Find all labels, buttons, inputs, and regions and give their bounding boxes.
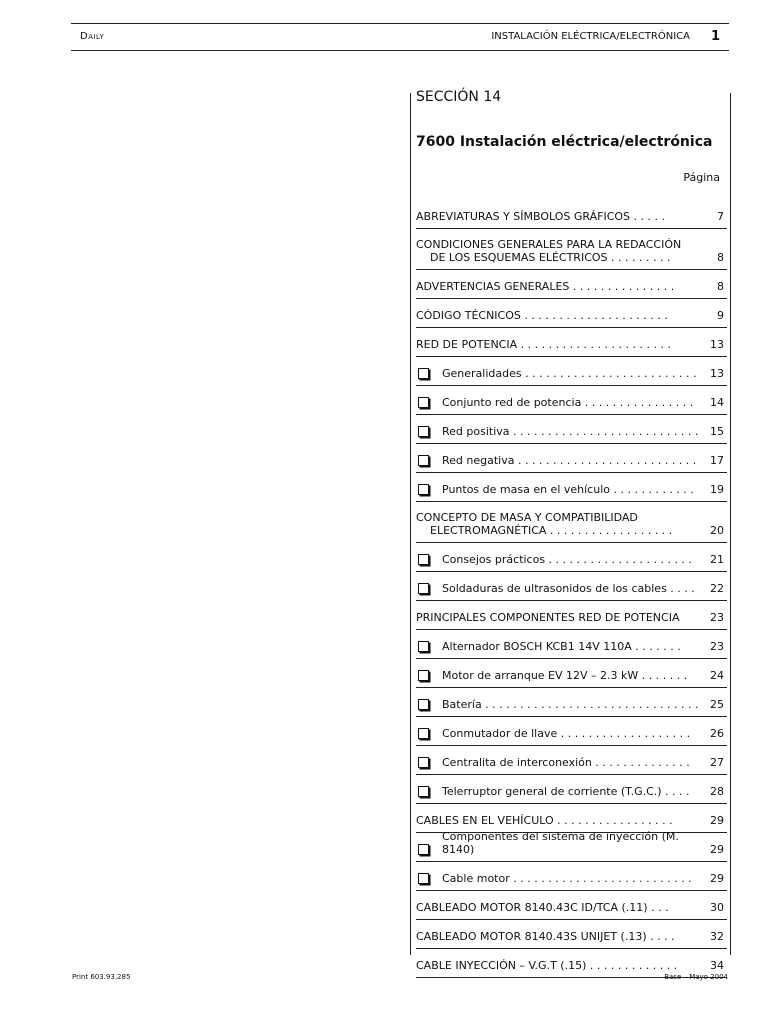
page-column-label: Página — [683, 171, 720, 184]
toc-entry[interactable] — [416, 572, 727, 601]
checkbox-icon — [418, 728, 429, 739]
toc-entry-page: 13 — [710, 338, 724, 351]
toc-entry-label: Alternador BOSCH KCB1 14V 110A . . . . . . . — [442, 640, 681, 653]
toc-entry-label: ELECTROMAGNÉTICA . . . . . . . . . . . . . . . . . . — [430, 524, 673, 537]
toc-entry-label: CABLES EN EL VEHÍCULO . . . . . . . . . . . . . . . . . — [416, 814, 673, 827]
toc-entry-label: CABLEADO MOTOR 8140.43S UNIJET (.13) . . . . — [416, 930, 675, 943]
toc-entry-label: ABREVIATURAS Y SÍMBOLOS GRÁFICOS . . . . . — [416, 210, 665, 223]
toc-entry-label: CONDICIONES GENERALES PARA LA REDACCIÓN — [416, 238, 682, 251]
checkbox-icon — [418, 670, 429, 681]
toc-entry-label: Puntos de masa en el vehículo . . . . . . . . . . . . — [442, 483, 694, 496]
toc-entry-page: 8 — [717, 280, 724, 293]
toc-entry[interactable] — [416, 830, 727, 862]
checkbox-icon — [418, 757, 429, 768]
toc-entry-label: Centralita de interconexión . . . . . . . . . . . . . . — [442, 756, 690, 769]
toc-entry[interactable] — [416, 328, 727, 357]
toc-entry[interactable] — [416, 502, 727, 543]
header-chapter-title: INSTALACIÓN ELÉCTRICA/ELECTRÓNICA — [491, 31, 690, 42]
toc-entry-page: 29 — [710, 843, 724, 856]
toc-entry-label: CONCEPTO DE MASA Y COMPATIBILIDAD — [416, 511, 638, 524]
page-number: 1 — [710, 29, 720, 44]
toc-entry[interactable] — [416, 543, 727, 572]
toc-entry-label: DE LOS ESQUEMAS ELÉCTRICOS . . . . . . . . . — [430, 251, 671, 264]
toc-entry[interactable] — [416, 775, 727, 804]
toc-entry-label: Motor de arranque EV 12V – 2.3 kW . . . . . . . — [442, 669, 688, 682]
toc-entry-page: 30 — [710, 901, 724, 914]
toc-entry[interactable] — [416, 804, 727, 833]
toc-entry[interactable] — [416, 229, 727, 270]
section-title: SECCIÓN 14 — [416, 89, 502, 105]
toc-entry-page: 27 — [710, 756, 724, 769]
toc-entry-page: 28 — [710, 785, 724, 798]
toc-entry-label: RED DE POTENCIA . . . . . . . . . . . . . . . . . . . . . . — [416, 338, 671, 351]
toc-entry-page: 22 — [710, 582, 724, 595]
footer-print-code: Print 603.93.285 — [72, 973, 131, 981]
checkbox-icon — [418, 397, 429, 408]
toc-entry[interactable] — [416, 200, 727, 229]
toc-entry[interactable] — [416, 891, 727, 920]
header-bottom-rule — [71, 50, 729, 51]
toc-entry[interactable] — [416, 299, 727, 328]
toc-entry[interactable] — [416, 473, 727, 502]
toc-entry[interactable] — [416, 357, 727, 386]
checkbox-icon — [418, 786, 429, 797]
toc-entry-page: 29 — [710, 872, 724, 885]
toc-entry-page: 21 — [710, 553, 724, 566]
toc-entry[interactable] — [416, 601, 727, 630]
footer-edition: Base – Mayo 2004 — [664, 973, 728, 981]
toc-entry-page: 19 — [710, 483, 724, 496]
toc-entry-page: 7 — [717, 210, 724, 223]
toc-entry[interactable] — [416, 386, 727, 415]
checkbox-icon — [418, 484, 429, 495]
checkbox-icon — [418, 368, 429, 379]
toc-entry[interactable] — [416, 659, 727, 688]
toc-entry-label: CABLEADO MOTOR 8140.43C ID/TCA (.11) . . . — [416, 901, 669, 914]
checkbox-icon — [418, 426, 429, 437]
checkbox-icon — [418, 455, 429, 466]
toc-entry-page: 15 — [710, 425, 724, 438]
toc-entry-label: Batería . . . . . . . . . . . . . . . . . . . . . . . . . . . . . . . — [442, 698, 699, 711]
toc-entry[interactable] — [416, 444, 727, 473]
checkbox-icon — [418, 554, 429, 565]
toc-entry-page: 26 — [710, 727, 724, 740]
toc-entry[interactable] — [416, 415, 727, 444]
toc-entry-page: 24 — [710, 669, 724, 682]
left-margin-bar — [410, 93, 411, 955]
toc-entry-label: ADVERTENCIAS GENERALES . . . . . . . . . . . . . . . — [416, 280, 675, 293]
toc-entry-page: 32 — [710, 930, 724, 943]
toc-entry-page: 13 — [710, 367, 724, 380]
toc-entry[interactable] — [416, 920, 727, 949]
subsection-title: 7600 Instalación eléctrica/electrónica — [416, 134, 713, 150]
checkbox-icon — [418, 641, 429, 652]
checkbox-icon — [418, 844, 429, 855]
right-margin-bar — [730, 93, 731, 955]
toc-entry-label: Soldaduras de ultrasonidos de los cables . . . . — [442, 582, 695, 595]
toc-entry-page: 29 — [710, 814, 724, 827]
toc-entry-label: Componentes del sistema de inyección (M. 8140) — [442, 830, 679, 856]
toc-entry[interactable] — [416, 270, 727, 299]
toc-entry[interactable] — [416, 630, 727, 659]
toc-entry-page: 9 — [717, 309, 724, 322]
toc-entry-label: CÓDIGO TÉCNICOS . . . . . . . . . . . . . . . . . . . . . — [416, 309, 668, 322]
toc-entry-label: Consejos prácticos . . . . . . . . . . . . . . . . . . . . . — [442, 553, 692, 566]
toc-entry-label: Red negativa . . . . . . . . . . . . . . . . . . . . . . . . . . — [442, 454, 697, 467]
checkbox-icon — [418, 873, 429, 884]
toc-entry-page: 14 — [710, 396, 724, 409]
toc-entry-label: CABLE INYECCIÓN – V.G.T (.15) . . . . . . . . . . . . . — [416, 959, 678, 972]
toc-entry-label: Cable motor . . . . . . . . . . . . . . . . . . . . . . . . . . — [442, 872, 692, 885]
checkbox-icon — [418, 583, 429, 594]
toc-entry-page: 20 — [710, 524, 724, 537]
toc-entry[interactable] — [416, 746, 727, 775]
toc-entry-page: 8 — [717, 251, 724, 264]
toc-entry-page: 34 — [710, 959, 724, 972]
toc-entry-label: Conmutador de llave . . . . . . . . . . . . . . . . . . . — [442, 727, 691, 740]
header-top-rule — [71, 23, 729, 24]
toc-entry[interactable] — [416, 862, 727, 891]
toc-entry-page: 25 — [710, 698, 724, 711]
toc-entry[interactable] — [416, 717, 727, 746]
toc-entry[interactable] — [416, 688, 727, 717]
toc-entry-label: Telerruptor general de corriente (T.G.C.) . . . . — [442, 785, 690, 798]
toc-entry-label: Red positiva . . . . . . . . . . . . . . . . . . . . . . . . . . . — [442, 425, 699, 438]
table-of-contents — [416, 200, 727, 978]
toc-entry-page: 23 — [710, 640, 724, 653]
toc-entry-page: 17 — [710, 454, 724, 467]
toc-entry-label: PRINCIPALES COMPONENTES RED DE POTENCIA — [416, 611, 680, 624]
toc-entry-label: Generalidades . . . . . . . . . . . . . . . . . . . . . . . . . — [442, 367, 697, 380]
toc-entry-page: 23 — [710, 611, 724, 624]
checkbox-icon — [418, 699, 429, 710]
toc-entry-label: Conjunto red de potencia . . . . . . . . . . . . . . . . — [442, 396, 694, 409]
header-brand: Daily — [80, 31, 105, 42]
